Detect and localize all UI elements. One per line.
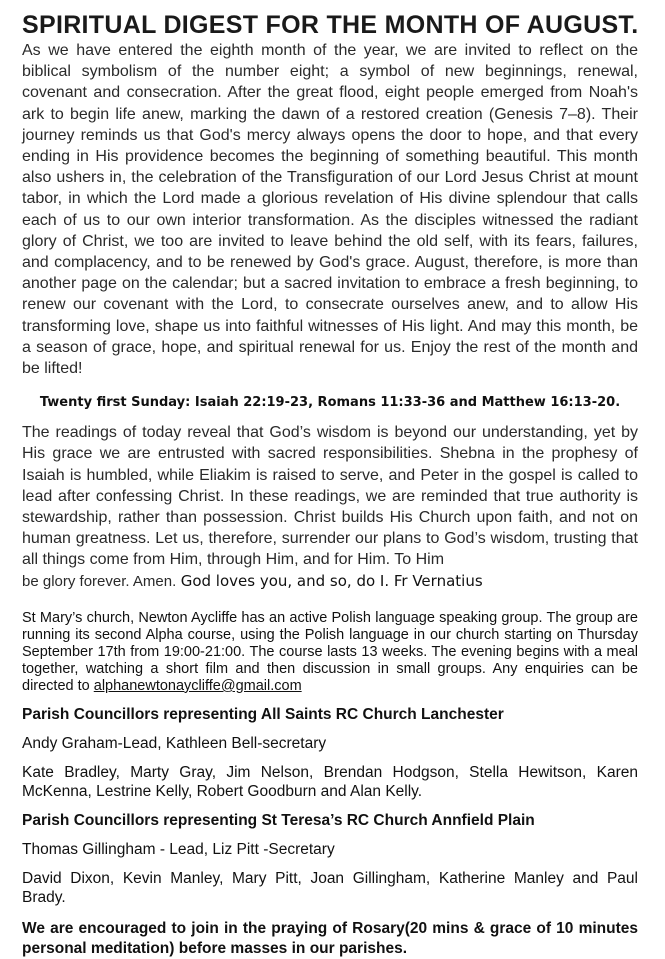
bulletin-page bbox=[22, 10, 638, 959]
lanchester-members: Kate Bradley, Marty Gray, Jim Nelson, Brendan Hodgson, Stella Hewitson, Karen McKenna, Lestrine Kelly, Robert Goodburn and Alan Kelly. bbox=[22, 763, 638, 800]
sunday-closing: be glory forever. Amen. bbox=[22, 572, 177, 590]
digest-title: SPIRITUAL DIGEST FOR THE MONTH OF AUGUST. bbox=[22, 11, 639, 39]
polish-notice-body: St Mary’s church, Newton Aycliffe has an active Polish language speaking group. The group are running its second Alpha course, using the Polish language in our church starting on Thursday September 17th from 19:00-21:00. The course lasts 13 weeks. The evening begins with a meal together, watching a short film and then discussion in small groups. Any enquiries can be directed to bbox=[22, 609, 638, 694]
polish-group-notice bbox=[22, 610, 638, 695]
digest-body: As we have entered the eighth month of the year, we are invited to reflect on the biblical symbolism of the number eight; a symbol of new beginnings, renewal, covenant and consecration. After the great flood, eight people emerged from Noah's ark to begin life anew, marking the dawn of a restored creation (Genesis 7–8). Their journey reminds us that God's mercy always opens the door to hope, and that every ending in His providence becomes the beginning of something beautiful. This month also ushers in, the celebration of the Transfiguration of our Lord Jesus Christ at mount tabor, in which the Lord made a glorious revelation of His divine splendour that calls each of us to our own interior transformation. As the disciples witnessed the radiant glory of Christ, we too are invited to leave behind the old self, with its fears, failures, and complacency, and to be renewed by God's grace. August, therefore, is more than another page on the calendar; but a sacred invitation to embrace a fresh beginning, to renew our covenant with the Lord, to consecrate ourselves anew, and to allow His transforming love, shape us into faithful witnesses of His light. And may this month, be a season of grace, hope, and spiritual renewal for us. Enjoy the rest of the month and be lifted! bbox=[22, 42, 638, 378]
annfield-heading: Parish Councillors representing St Teresa’s RC Church Annfield Plain bbox=[22, 811, 535, 829]
sunday-reflection bbox=[22, 422, 638, 592]
sunday-readings-heading: Twenty first Sunday: Isaiah 22:19-23, Romans 11:33-36 and Matthew 16:13-20. bbox=[39, 395, 621, 411]
lanchester-leads: Andy Graham-Lead, Kathleen Bell-secretary bbox=[22, 734, 327, 752]
lanchester-heading: Parish Councillors representing All Saints RC Church Lanchester bbox=[22, 705, 504, 723]
annfield-members: David Dixon, Kevin Manley, Mary Pitt, Joan Gillingham, Katherine Manley and Paul Brady. bbox=[22, 869, 638, 906]
signature: God loves you, and so, do I. Fr Vernatius bbox=[180, 571, 483, 590]
alpha-email-link[interactable]: alphanewtonaycliffe@gmail.com bbox=[93, 677, 302, 694]
rosary-note: We are encouraged to join in the praying of Rosary(20 mins & grace of 10 minutes personal meditation) before masses in our parishes. bbox=[22, 919, 638, 957]
annfield-leads: Thomas Gillingham - Lead, Liz Pitt -Secretary bbox=[22, 840, 335, 858]
sunday-reflection-body: The readings of today reveal that God’s wisdom is beyond our understanding, yet by His grace we are entrusted with sacred responsibilities. Shebna in the prophesy of Isaiah is humbled, while Eliakim is raised to serve, and Peter in the gospel is called to lead after confessing Christ. In these readings, we are reminded that true authority is stewardship, rather than possession. Christ builds His Church upon faith, and not on human greatness. Let us, therefore, surrender our plans to God’s wisdom, trusting that all things come from Him, through Him, and for Him. To Him bbox=[22, 424, 638, 569]
